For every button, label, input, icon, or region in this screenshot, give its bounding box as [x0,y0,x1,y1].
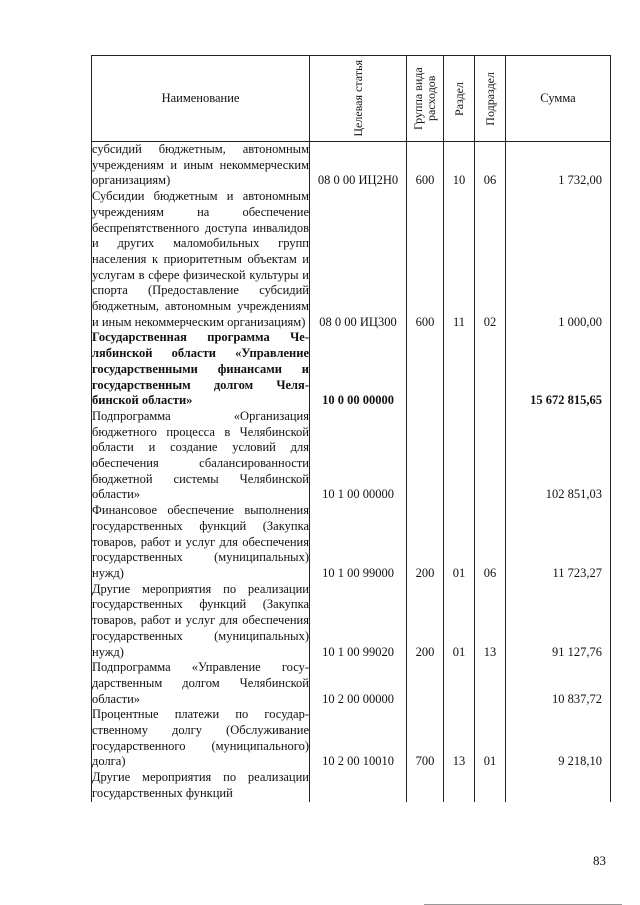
cell-subsection: 01 [475,707,506,770]
cell-section [444,409,475,503]
cell-group: 200 [407,582,444,661]
cell-sum: 15 672 815,65 [506,330,611,409]
cell-target: 08 0 00 ИЦ2Н0 [310,142,407,190]
table-body [92,142,611,802]
cell-target: 10 1 00 99020 [310,582,407,661]
cell-section: 01 [444,503,475,582]
table-row [92,582,611,661]
cell-sum: 9 218,10 [506,707,611,770]
cell-group: 600 [407,142,444,190]
cell-subsection [475,330,506,409]
cell-name [92,660,310,707]
cell-group [407,409,444,503]
cell-name [92,189,310,330]
row-name-text: Подпрограмма «Организация бюджетного процесса в Челябинской области и создание условий для обеспечения сбалансированности бюджетной системы Челябинской области» [92,408,309,502]
cell-group: 200 [407,503,444,582]
cell-section [444,660,475,707]
header-section-cell [444,56,475,142]
cell-name [92,770,310,801]
header-sum: Сумма [506,56,611,142]
table-row [92,707,611,770]
cell-target: 10 1 00 99000 [310,503,407,582]
cell-group [407,660,444,707]
cell-subsection: 06 [475,142,506,190]
cell-sum: 91 127,76 [506,582,611,661]
table-row [92,503,611,582]
cell-subsection [475,770,506,801]
header-name: Наименование [92,56,310,142]
cell-group: 600 [407,189,444,330]
cell-section: 10 [444,142,475,190]
row-name-text: субсидий бюджетным, автономным учреждениям и иным некоммерческим организациям) [92,142,309,188]
cell-group [407,770,444,801]
cell-subsection [475,409,506,503]
cell-sum: 11 723,27 [506,503,611,582]
cell-sum: 102 851,03 [506,409,611,503]
cell-section: 11 [444,189,475,330]
header-group: Группа вида расходов [411,67,438,130]
header-group-cell [407,56,444,142]
cell-subsection: 13 [475,582,506,661]
header-target-cell [310,56,407,142]
cell-sum: 1 000,00 [506,189,611,330]
cell-section: 01 [444,582,475,661]
row-name-text: Государственная программа Челябинской области «Управление государственными финансами и государственным долгом Челябинской области» [92,330,309,408]
page-number: 83 [593,853,606,868]
header-section: Раздел [451,81,466,116]
row-name-text: Другие мероприятия по реализации государственных функций (Закупка товаров, работ и услуг для обеспечения государственных (муниципальных) нужд) [92,581,309,659]
cell-group [407,330,444,409]
cell-section: 13 [444,707,475,770]
row-name-text: Процентные платежи по государственному долгу (Обслуживание государственного (муниципального) долга) [92,707,309,769]
cell-section [444,770,475,801]
cell-group: 700 [407,707,444,770]
cell-name [92,582,310,661]
cell-sum: 10 837,72 [506,660,611,707]
cell-name [92,503,310,582]
cell-target [310,770,407,801]
table-row [92,330,611,409]
header-subsection-cell [475,56,506,142]
cell-subsection: 02 [475,189,506,330]
cell-sum: 1 732,00 [506,142,611,190]
row-name-text: Субсидии бюджетным и автономным учреждениям на обеспечение беспрепятственного доступа инвалидов и других маломобильных групп населения к приоритетным объектам и услугам в сфере физической культуры и спорта (Предоставление субсидий бюджетным, автономным учреждениям и иным некоммерческим организациям) [92,189,309,329]
cell-subsection: 06 [475,503,506,582]
cell-target: 10 2 00 00000 [310,660,407,707]
cell-name [92,409,310,503]
budget-table [91,55,611,802]
header-subsection: Подраздел [482,71,497,126]
table-row [92,770,611,801]
row-name-text: Подпрограмма «Управление государственным долгом Челябинской области» [92,660,309,706]
cell-target: 10 2 00 10010 [310,707,407,770]
table-header-row [92,56,611,142]
header-target: Целевая статья [350,60,365,137]
cell-target: 08 0 00 ИЦ300 [310,189,407,330]
cell-name [92,707,310,770]
cell-target: 10 1 00 00000 [310,409,407,503]
row-name-text: Финансовое обеспечение выполнения государственных функций (Закупка товаров, работ и услуг для обеспечения государственных (муниципальных) нужд) [92,503,309,580]
table-row [92,142,611,190]
table-row [92,189,611,330]
cell-sum [506,770,611,801]
cell-name [92,330,310,409]
cell-section [444,330,475,409]
table-row [92,409,611,503]
cell-name [92,142,310,190]
table-row [92,660,611,707]
row-name-text: Другие мероприятия по реализации государственных функций [92,770,309,800]
cell-target: 10 0 00 00000 [310,330,407,409]
cell-subsection [475,660,506,707]
